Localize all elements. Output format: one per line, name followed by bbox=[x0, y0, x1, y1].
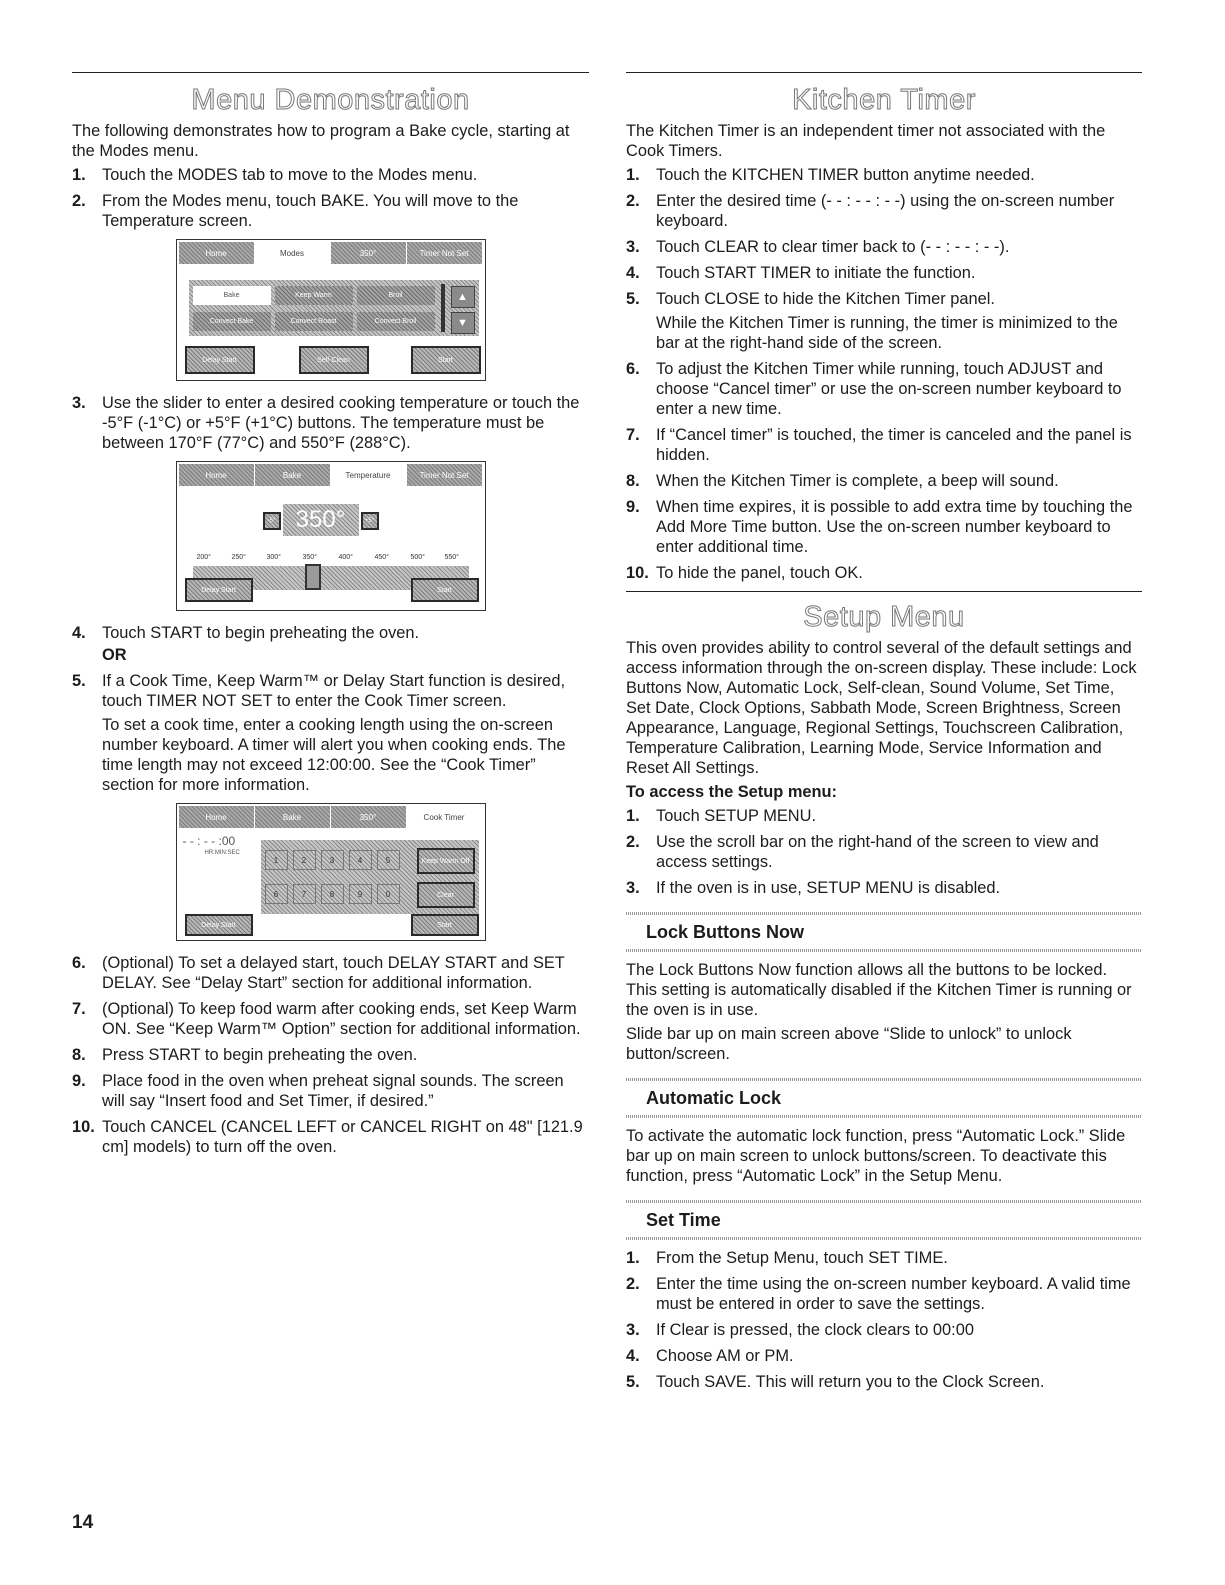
tick-label: 550° bbox=[444, 554, 459, 561]
lock-buttons-now-heading: Lock Buttons Now bbox=[646, 922, 804, 942]
tab-home[interactable]: Home bbox=[179, 806, 255, 828]
tick-label: 200° bbox=[196, 554, 211, 561]
scroll-up-button[interactable]: ▲ bbox=[451, 286, 475, 308]
tab-temperature[interactable]: Temperature bbox=[331, 464, 407, 486]
mode-convect-broil-button[interactable]: Convect Broil bbox=[357, 312, 435, 331]
list-item: 8. When the Kitchen Timer is complete, a beep will sound. bbox=[626, 472, 1059, 490]
list-item: 3. Use the slider to enter a desired cooking temperature or touch the -5°F (-1°C) or +5°F (+1°C) buttons. The temperature must be between 170°F (77°C) and 550°F (288°C). bbox=[72, 394, 580, 452]
key-6[interactable]: 6 bbox=[265, 884, 288, 904]
lock-buttons-now-banner bbox=[626, 912, 1142, 952]
key-5[interactable]: 5 bbox=[377, 850, 400, 870]
start-button[interactable]: Start bbox=[411, 914, 479, 936]
list-item: 4. Touch START to begin preheating the oven. bbox=[72, 624, 420, 642]
list-item: 7. If “Cancel timer” is touched, the timer is canceled and the panel is hidden. bbox=[626, 426, 1132, 464]
section-rule bbox=[626, 591, 1142, 592]
list-item: 2. Enter the desired time (- - : - - : - -) using the on-screen number keyboard. bbox=[626, 192, 1115, 230]
list-item: 3. If the oven is in use, SETUP MENU is disabled. bbox=[626, 879, 1001, 897]
automatic-lock-banner bbox=[626, 1078, 1142, 1118]
list-item: 3. Touch CLEAR to clear timer back to (- - : - - : - -). bbox=[626, 238, 1010, 256]
key-7[interactable]: 7 bbox=[293, 884, 316, 904]
mode-keep-warm-button[interactable]: Keep Warm bbox=[275, 286, 353, 305]
tick-label: 500° bbox=[410, 554, 425, 561]
right-column bbox=[626, 72, 1142, 1398]
keep-warm-off-button[interactable]: Keep Warm Off bbox=[417, 848, 475, 874]
mode-convect-bake-button[interactable]: Convect Bake bbox=[193, 312, 271, 331]
steps-6-10 bbox=[72, 953, 589, 1157]
kitchen-timer-steps bbox=[626, 165, 1142, 583]
key-8[interactable]: 8 bbox=[321, 884, 344, 904]
lock-buttons-unlock-text: Slide bar up on main screen above “Slide to unlock” to unlock button/screen. bbox=[626, 1025, 1072, 1063]
modes-screen bbox=[176, 239, 486, 381]
step-5-list bbox=[72, 671, 589, 795]
automatic-lock-heading: Automatic Lock bbox=[646, 1088, 782, 1108]
list-item: 2. From the Modes menu, touch BAKE. You will move to the Temperature screen. bbox=[72, 192, 519, 230]
scroll-track[interactable] bbox=[441, 284, 445, 332]
steps-1-2 bbox=[72, 165, 589, 231]
lock-buttons-text: The Lock Buttons Now function allows all the buttons to be locked. This setting is automatically disabled if the Kitchen Timer is running or the oven is in use. bbox=[626, 961, 1132, 1019]
timer-display: - - : - - :00 bbox=[182, 834, 236, 848]
tab-modes[interactable]: Modes bbox=[255, 242, 331, 264]
list-item: 5. If a Cook Time, Keep Warm™ or Delay Start function is desired, touch TIMER NOT SET to enter the Cook Timer screen. To set a cook time, enter a cooking length using the on-screen number keyboard. A timer will alert you when cooking ends. The time length may not exceed 12:00:00. See the “Cook Timer” section for more information. bbox=[72, 672, 566, 794]
mode-broil-button[interactable]: Broil bbox=[357, 286, 435, 305]
scroll-down-button[interactable]: ▼ bbox=[451, 312, 475, 334]
tick-label: 350° bbox=[302, 554, 317, 561]
tick-label: 250° bbox=[231, 554, 246, 561]
start-button[interactable]: Start bbox=[411, 346, 481, 374]
list-item: 9. Place food in the oven when preheat signal sounds. The screen will say “Insert food and Set Timer, if desired.” bbox=[72, 1072, 564, 1110]
tab-bake[interactable]: Bake bbox=[255, 464, 331, 486]
setup-steps bbox=[626, 806, 1142, 898]
tab-temperature[interactable]: 350° bbox=[331, 242, 407, 264]
kitchen-timer-intro: The Kitchen Timer is an independent timer not associated with the Cook Timers. bbox=[626, 122, 1106, 160]
list-item: 10. To hide the panel, touch OK. bbox=[626, 564, 863, 582]
tick-label: 400° bbox=[338, 554, 353, 561]
set-time-heading: Set Time bbox=[646, 1210, 721, 1230]
slider-thumb[interactable] bbox=[305, 564, 321, 590]
step-3 bbox=[72, 393, 589, 453]
list-item: 1. Touch the MODES tab to move to the Modes menu. bbox=[72, 166, 478, 184]
automatic-lock-text: To activate the automatic lock function, press “Automatic Lock.” Slide bar up on main screen to unlock buttons/screen. To deactivate this function, press “Automatic Lock” in the Setup Menu. bbox=[626, 1127, 1126, 1185]
start-button[interactable]: Start bbox=[411, 578, 479, 602]
tab-timer-not-set[interactable]: Timer Not Set bbox=[407, 242, 483, 264]
timer-units: HR:MIN:SEC bbox=[204, 850, 240, 856]
tab-temperature[interactable]: 350° bbox=[331, 806, 407, 828]
list-item: 6. (Optional) To set a delayed start, touch DELAY START and SET DELAY. See “Delay Start” section for additional information. bbox=[72, 954, 565, 992]
tab-bake[interactable]: Bake bbox=[255, 806, 331, 828]
set-time-banner bbox=[626, 1200, 1142, 1240]
or-label: OR bbox=[102, 646, 127, 664]
setup-intro: This oven provides ability to control several of the default settings and access information through the on-screen display. These include: Lock Buttons Now, Automatic Lock, Self-clean, Sound Volume, Set Time, Set Date, Clock Options, Sabbath Mode, Screen Brightness, Screen Appearance, Language, Regional Settings, Touchscreen Calibration, Temperature Calibration, Learning Mode, Service Information and Reset All Settings. bbox=[626, 639, 1137, 777]
list-item: 9. When time expires, it is possible to add extra time by touching the Add More Time button. Use the on-screen number keyboard to enter additional time. bbox=[626, 498, 1133, 556]
list-item: 6. To adjust the Kitchen Timer while running, touch ADJUST and choose “Cancel timer” or use the on-screen number keyboard to enter a new time. bbox=[626, 360, 1122, 418]
clear-button[interactable]: Clear bbox=[417, 882, 475, 908]
key-0[interactable]: 0 bbox=[377, 884, 400, 904]
tick-label: 300° bbox=[266, 554, 281, 561]
list-item: 1. From the Setup Menu, touch SET TIME. bbox=[626, 1249, 948, 1267]
temperature-screen bbox=[176, 461, 486, 611]
tab-home[interactable]: Home bbox=[179, 242, 255, 264]
key-9[interactable]: 9 bbox=[349, 884, 372, 904]
list-item: 2. Enter the time using the on-screen number keyboard. A valid time must be entered in order to save the settings. bbox=[626, 1275, 1131, 1313]
left-column bbox=[72, 72, 589, 1163]
top-rule bbox=[626, 72, 1142, 73]
list-item: 4. Touch START TIMER to initiate the function. bbox=[626, 264, 976, 282]
key-4[interactable]: 4 bbox=[349, 850, 372, 870]
page-number: 14 bbox=[72, 1512, 94, 1533]
tick-label: 450° bbox=[374, 554, 389, 561]
list-item: 8. Press START to begin preheating the oven. bbox=[72, 1046, 418, 1064]
tab-cook-timer[interactable]: Cook Timer bbox=[407, 806, 483, 828]
list-item: 2. Use the scroll bar on the right-hand of the screen to view and access settings. bbox=[626, 833, 1099, 871]
tab-timer-not-set[interactable]: Timer Not Set bbox=[407, 464, 483, 486]
plus-5-button[interactable]: +5° bbox=[361, 512, 379, 530]
list-item: 10. Touch CANCEL (CANCEL LEFT or CANCEL RIGHT on 48" [121.9 cm] models) to turn off the oven. bbox=[72, 1118, 583, 1156]
list-item: 5. Touch SAVE. This will return you to the Clock Screen. bbox=[626, 1373, 1045, 1391]
key-3[interactable]: 3 bbox=[321, 850, 344, 870]
delay-start-button[interactable]: Delay Start bbox=[185, 346, 255, 374]
list-item: 1. Touch SETUP MENU. bbox=[626, 807, 817, 825]
steps-4-5 bbox=[72, 623, 589, 643]
list-item: 1. Touch the KITCHEN TIMER button anytime needed. bbox=[626, 166, 1035, 184]
kitchen-timer-heading: Kitchen Timer bbox=[792, 84, 976, 116]
tab-home[interactable]: Home bbox=[179, 464, 255, 486]
self-clean-button[interactable]: Self-Clean bbox=[299, 346, 369, 374]
list-item: 7. (Optional) To keep food warm after cooking ends, set Keep Warm ON. See “Keep Warm™ Option” section for additional information. bbox=[72, 1000, 581, 1038]
intro-text: The following demonstrates how to program a Bake cycle, starting at the Modes menu. bbox=[72, 122, 570, 160]
delay-start-button[interactable]: Delay Start bbox=[185, 578, 253, 602]
list-item: 3. If Clear is pressed, the clock clears to 00:00 bbox=[626, 1321, 974, 1339]
mode-convect-roast-button[interactable]: Convect Roast bbox=[275, 312, 353, 331]
delay-start-button[interactable]: Delay Start bbox=[185, 914, 253, 936]
top-rule bbox=[72, 72, 589, 73]
set-time-steps bbox=[626, 1248, 1142, 1392]
temperature-display: 350° bbox=[283, 504, 359, 536]
list-item: 5. Touch CLOSE to hide the Kitchen Timer panel. While the Kitchen Timer is running, the timer is minimized to the bar at the right-hand side of the screen. bbox=[626, 290, 1118, 352]
list-item: 4. Choose AM or PM. bbox=[626, 1347, 794, 1365]
mode-bake-button[interactable]: Bake bbox=[193, 286, 271, 305]
menu-demonstration-heading: Menu Demonstration bbox=[191, 84, 470, 116]
setup-access-label: To access the Setup menu: bbox=[626, 783, 838, 801]
cook-timer-screen bbox=[176, 803, 486, 941]
minus-5-button[interactable]: -5° bbox=[263, 512, 281, 530]
key-2[interactable]: 2 bbox=[293, 850, 316, 870]
setup-menu-heading: Setup Menu bbox=[803, 601, 965, 633]
key-1[interactable]: 1 bbox=[265, 850, 288, 870]
